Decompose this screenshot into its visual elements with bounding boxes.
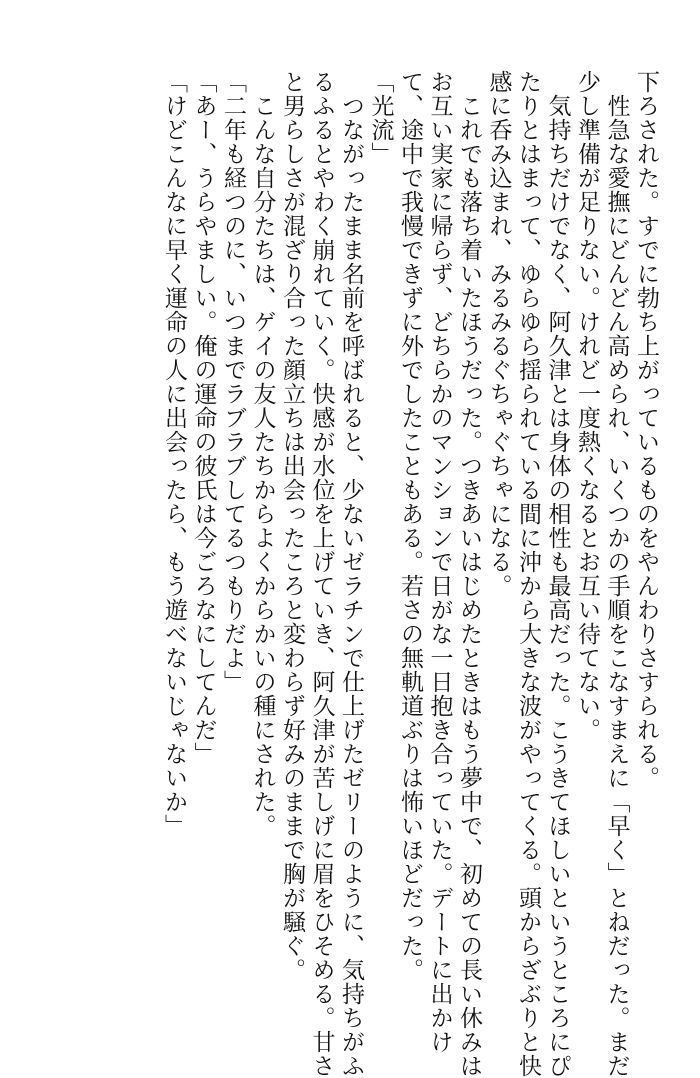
text-line: こんな自分たちは、ゲイの友人たちからよくからかいの種にされた。: [249, 70, 276, 838]
text-line: これでも落ち着いたほうだった。つきあいはじめたときはもう夢中で、初めての長い休みは: [456, 70, 482, 1078]
text-line: 「二年も経つのに、いつまでラブラブしてるつもりだよ」: [220, 70, 246, 694]
text-line: 下ろされた。すでに勃ち上がっているものをやんわりさすられる。: [633, 70, 659, 790]
text-line: 気持ちだけでなく、阿久津とは身体の相性も最高だった。こうきてほしいというところにぴ: [544, 70, 571, 1078]
text-line: 「けどこんなに早く運命の人に出会ったら、もう遊べないじゃないか」: [161, 70, 187, 838]
text-line: 感に呑み込まれ、みるみるぐちゃぐちゃになる。: [485, 70, 512, 598]
text-line: 「光流」: [367, 70, 394, 166]
vertical-text-body: [159, 70, 661, 1078]
text-line: 少し準備が足りない。けれど一度熱くなるとお互い待てない。: [574, 70, 600, 742]
text-line: 「あー、うらやましい。俺の運命の彼氏は今ごろなにしてんだ」: [190, 70, 217, 766]
text-line: お互い実家に帰らず、どちらかのマンションで日がな一日抱き合っていた。デートに出かけ: [426, 70, 453, 1054]
text-line: たりとはまって、ゆらゆら揺られている間に沖から大きな波がやってくる。頭からざぶりと快: [515, 70, 541, 1078]
text-line: るふるとやわく崩れていく。快感が水位を上げていき、阿久津が苦しげに眉をひそめる。甘さ: [308, 70, 335, 1078]
text-line: て、途中で我慢できずに外でしたこともある。若さの無軌道ぶりは怖いほどだった。: [397, 70, 423, 982]
text-line: と男らしさが混ざり合った顔立ちは出会ったころと変わらず好みのままで胸が騒ぐ。: [279, 70, 305, 982]
text-line: つながったまま名前を呼ばれると、少ないゼラチンで仕上げたゼリーのように、気持ちがふ: [338, 70, 364, 1078]
text-line: 性急な愛撫にどんどん高められ、いくつかの手順をこなすまえに「早く」とねだった。まだ: [603, 70, 630, 1078]
